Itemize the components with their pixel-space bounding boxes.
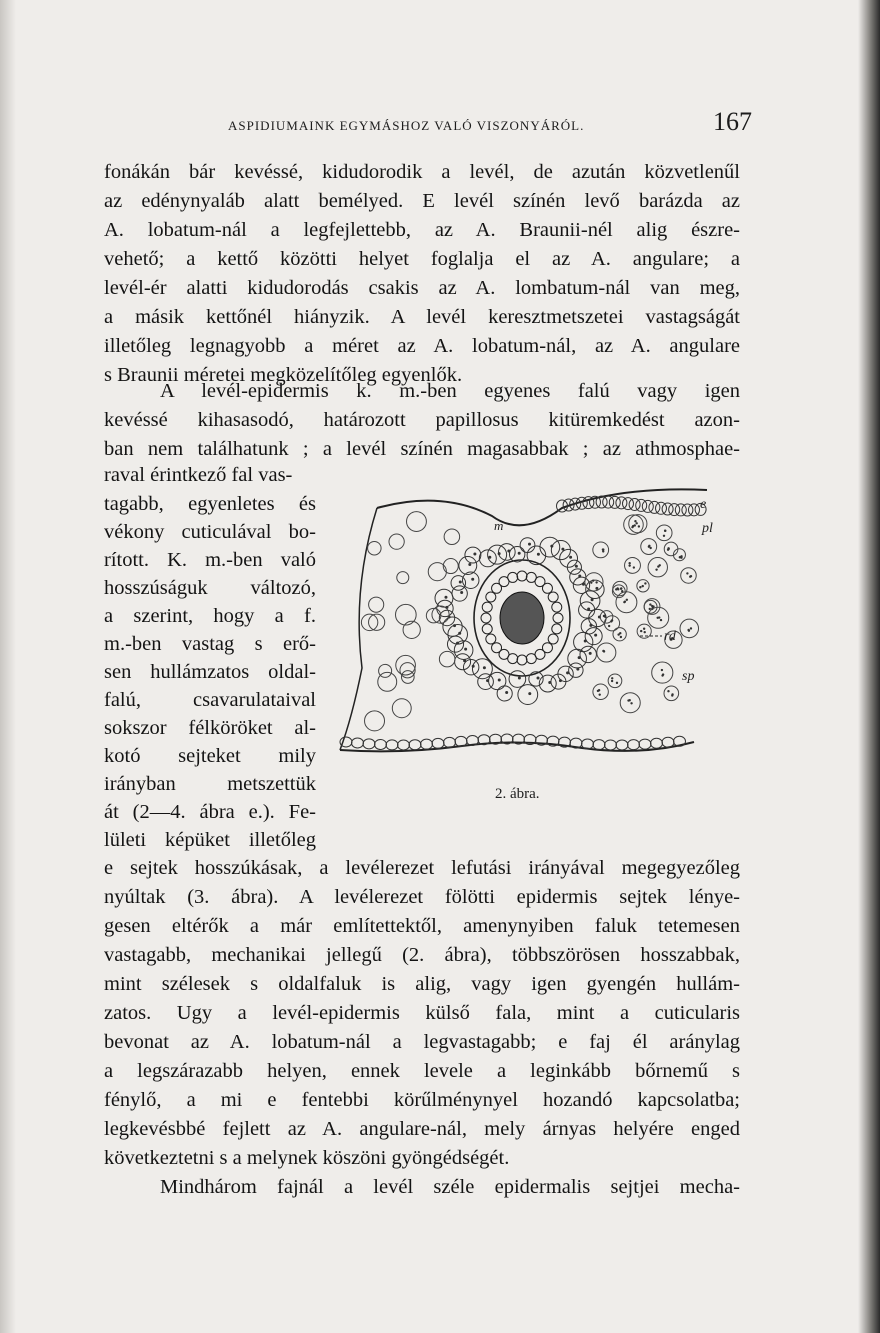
chloroplast-dot	[667, 690, 669, 692]
text-line: tagabb, egyenletes és	[104, 493, 316, 515]
leaf-cross-section-drawing	[322, 468, 722, 788]
chloroplast-dot	[518, 677, 521, 680]
chloroplast-dot	[595, 581, 597, 583]
chloroplast-dot	[592, 579, 594, 581]
leaf-cell	[443, 617, 462, 636]
leaf-cell	[421, 739, 433, 749]
figure-caption: 2. ábra.	[495, 786, 540, 802]
leaf-cell	[662, 737, 674, 747]
text-line: lületi képüket illetőleg	[104, 829, 316, 851]
leaf-cell	[432, 738, 444, 748]
chloroplast-dot	[528, 692, 531, 695]
chloroplast-dot	[662, 673, 664, 675]
chloroplast-dot	[634, 520, 636, 522]
text-line: hosszúságuk változó,	[104, 577, 316, 599]
chloroplast-dot	[624, 600, 626, 602]
text-line: a másik kettőnél hiányzik. A levél keresztmetszetei vastagságát	[104, 306, 740, 328]
leaf-cell	[593, 740, 605, 750]
leaf-cell	[652, 662, 673, 683]
running-head: ASPIDIUMAINK EGYMÁSHOZ VALÓ VISZONYÁRÓL.	[228, 118, 585, 133]
leaf-cell	[616, 592, 637, 613]
leaf-cell	[488, 545, 507, 564]
chloroplast-dot	[505, 691, 508, 694]
leaf-cell	[497, 686, 512, 701]
leaf-cell	[389, 534, 404, 549]
leaf-cell	[379, 664, 392, 677]
chloroplast-dot	[498, 679, 501, 682]
text-line: Mindhárom fajnál a levél széle epidermalis sejtjei mecha-	[160, 1176, 740, 1198]
text-line: át (2—4. ábra e.). Fe-	[104, 801, 316, 823]
leaf-cell	[492, 643, 502, 653]
chloroplast-dot	[648, 545, 650, 547]
text-line: levél-ér alatti kidudorodás csakis az A. lombatum-nál van meg,	[104, 277, 740, 299]
text-line: fénylő, a mi e fentebbi körűlménynyel hozandó kapcsolatba;	[104, 1089, 740, 1111]
leaf-cell	[628, 740, 640, 750]
leaf-cell	[664, 686, 679, 701]
chloroplast-dot	[591, 598, 594, 601]
leaf-cell	[605, 740, 617, 750]
label-sp: sp	[682, 669, 695, 684]
leaf-cell	[651, 738, 663, 748]
leaf-cross-section-figure	[322, 468, 722, 788]
leaf-cell	[478, 674, 494, 690]
leaf-cell	[361, 614, 377, 630]
chloroplast-dot	[608, 625, 610, 627]
chloroplast-dot	[589, 652, 592, 655]
leaf-cell	[682, 504, 693, 516]
chloroplast-dot	[566, 671, 569, 674]
chloroplast-dot	[518, 552, 521, 555]
leaf-cell	[675, 504, 686, 516]
leaf-cell	[365, 711, 385, 731]
chloroplast-dot	[644, 631, 646, 633]
leaf-cell	[397, 572, 409, 584]
leaf-cell	[435, 589, 453, 607]
leaf-cell	[603, 496, 614, 508]
leaf-cell	[452, 586, 467, 601]
leaf-cell	[352, 738, 364, 748]
chloroplast-dot	[617, 588, 619, 590]
text-line: irányban metszettük	[104, 773, 316, 795]
leaf-cell	[386, 740, 398, 750]
chloroplast-dot	[486, 679, 489, 682]
chloroplast-dot	[635, 522, 637, 524]
chloroplast-dot	[630, 702, 632, 704]
chloroplast-dot	[536, 676, 539, 679]
chloroplast-dot	[656, 617, 658, 619]
text-line: A. lobatum-nál a legfejlettebb, az A. Braunii-nél alig észre-	[104, 219, 740, 241]
chloroplast-dot	[528, 543, 531, 546]
chloroplast-dot	[459, 580, 462, 583]
text-line: vastagabb, mechanikai jellegű (2. ábra), többszörösen hosszabbak,	[104, 944, 740, 966]
leaf-cell	[426, 608, 441, 623]
label-m: m	[494, 518, 504, 533]
text-line: sen hullámzatos oldal-	[104, 661, 316, 683]
chloroplast-dot	[688, 630, 690, 632]
label-pl: pl	[702, 521, 713, 536]
chloroplast-dot	[639, 586, 641, 588]
text-line: bevonat az A. lobatum-nál a legvastagabb; e faj él aránylag	[104, 1031, 740, 1053]
leaf-cell	[629, 515, 647, 533]
leaf-cell	[407, 512, 427, 532]
chloroplast-dot	[640, 630, 642, 632]
leaf-cell	[482, 602, 492, 612]
text-line: fonákán bár kevéssé, kidudorodik a levél, de azután közvetlenűl	[104, 161, 740, 183]
text-line: a legszárazabb helyen, ennek levele a leginkább bőrnemű s	[104, 1060, 740, 1082]
chloroplast-dot	[578, 656, 581, 659]
text-line: a szerint, hogy a f.	[104, 605, 316, 627]
leaf-cell	[340, 737, 352, 747]
chloroplast-dot	[643, 628, 645, 630]
chloroplast-dot	[453, 624, 456, 627]
leaf-cell	[639, 739, 651, 749]
chloroplast-dot	[594, 634, 597, 637]
chloroplast-dot	[599, 693, 601, 695]
chloroplast-dot	[559, 679, 562, 682]
leaf-cell	[518, 685, 538, 705]
text-line: sokszor félköröket al-	[104, 717, 316, 739]
leaf-cell	[526, 654, 536, 664]
leaf-cell	[508, 572, 518, 582]
chloroplast-dot	[575, 565, 578, 568]
leaf-cell	[597, 643, 616, 662]
leaf-cell	[620, 693, 640, 713]
chloroplast-dot	[604, 614, 606, 616]
chloroplast-dot	[620, 636, 622, 638]
leaf-cell	[409, 740, 421, 750]
text-line: raval érintkező fal vas-	[104, 464, 293, 486]
leaf-cell	[369, 597, 384, 612]
chloroplast-dot	[627, 699, 629, 701]
chloroplast-dot	[576, 668, 579, 671]
chloroplast-dot	[671, 694, 673, 696]
leaf-cell	[548, 592, 558, 602]
text-line: nyúltak (3. ábra). A levélerezet fölötti epidermis sejtek lénye-	[104, 886, 740, 908]
chloroplast-dot	[483, 666, 486, 669]
chloroplast-dot	[631, 526, 633, 528]
leaf-cell	[517, 655, 527, 665]
chloroplast-dot	[473, 553, 476, 556]
leaf-cell	[437, 600, 453, 616]
chloroplast-dot	[589, 624, 592, 627]
leaf-cell	[392, 699, 411, 718]
text-line: kevéssé kihasasodó, határozott papillosus kitüremkedést azon-	[104, 409, 740, 431]
text-line: legkevésbbé fejlett az A. angulare-nál, mely árnyas helyére enged	[104, 1118, 740, 1140]
chloroplast-dot	[617, 633, 619, 635]
text-line: vékony cuticulával bo-	[104, 521, 316, 543]
text-line: gesen eltérők a már említettektől, amenynyiben faluk tetemesen	[104, 915, 740, 937]
chloroplast-dot	[611, 677, 613, 679]
text-line: illetőleg legnagyobb a méret az A. lobatum-nál, az A. angulare	[104, 335, 740, 357]
chloroplast-dot	[537, 553, 540, 556]
chloroplast-dot	[464, 648, 467, 651]
leaf-cell	[444, 737, 456, 747]
chloroplast-dot	[569, 556, 572, 559]
chloroplast-dot	[634, 524, 636, 526]
chloroplast-dot	[611, 680, 613, 682]
text-line: zatos. Ugy a levél-epidermis külső fala, mint a cuticularis	[104, 1002, 740, 1024]
chloroplast-dot	[472, 665, 475, 668]
chloroplast-dot	[471, 578, 474, 581]
leaf-cell	[443, 559, 458, 574]
text-line: e sejtek hosszúkásak, a levélerezet lefutási irányával megegyezőleg	[104, 857, 740, 879]
leaf-cell	[459, 557, 477, 575]
label-e: e	[700, 497, 707, 512]
chloroplast-dot	[602, 650, 604, 652]
leaf-cell	[580, 646, 596, 662]
leaf-cell	[396, 604, 417, 625]
leaf-cell	[509, 671, 526, 688]
leaf-cell	[593, 542, 609, 558]
chloroplast-dot	[668, 548, 670, 550]
leaf-cell	[608, 674, 622, 688]
chloroplast-dot	[597, 690, 599, 692]
leaf-cell	[375, 740, 387, 750]
leaf-cell	[520, 538, 535, 553]
page-number: 167	[713, 107, 752, 136]
chloroplast-dot	[587, 607, 590, 610]
chloroplast-dot	[664, 530, 666, 532]
leaf-cell	[396, 655, 416, 675]
chloroplast-dot	[649, 608, 651, 610]
text-line: rított. K. m.-ben való	[104, 549, 316, 571]
leaf-cell	[517, 571, 527, 581]
leaf-cell	[560, 549, 578, 567]
leaf-cell	[486, 592, 496, 602]
leaf-cell	[552, 602, 562, 612]
chloroplast-dot	[584, 640, 587, 643]
leaf-cell	[616, 740, 628, 750]
text-line: mint szélesek s oldalfaluk is alig, vagy igen gyengén hullám-	[104, 973, 740, 995]
leaf-cell	[551, 540, 570, 559]
chloroplast-dot	[660, 619, 662, 621]
chloroplast-dot	[460, 591, 463, 594]
leaf-cell	[625, 557, 641, 573]
chloroplast-dot	[644, 582, 646, 584]
chloroplast-dot	[655, 568, 657, 570]
leaf-cell	[553, 613, 563, 623]
leaf-cell	[486, 634, 496, 644]
chloroplast-dot	[663, 535, 665, 537]
chloroplast-dot	[628, 564, 630, 566]
leaf-cell	[680, 619, 699, 638]
chloroplast-dot	[689, 576, 691, 578]
label-rd: rd	[664, 629, 676, 644]
chloroplast-dot	[628, 562, 630, 564]
leaf-cell	[444, 529, 460, 545]
leaf-cell	[580, 591, 600, 611]
leaf-cell	[569, 663, 583, 677]
chloroplast-dot	[642, 585, 644, 587]
leaf-cell	[585, 628, 602, 645]
leaf-cell	[465, 547, 481, 563]
leaf-cell	[552, 624, 562, 634]
chloroplast-dot	[690, 627, 692, 629]
text-line: m.-ben vastag s erő-	[104, 633, 316, 655]
chloroplast-dot	[610, 620, 612, 622]
leaf-cell	[481, 613, 491, 623]
chloroplast-dot	[602, 548, 604, 550]
chloroplast-dot	[590, 581, 592, 583]
leaf-cell	[398, 740, 410, 750]
chloroplast-dot	[638, 525, 640, 527]
chloroplast-dot	[626, 599, 628, 601]
leaf-cell	[369, 614, 385, 630]
chloroplast-dot	[633, 566, 635, 568]
leaf-cell	[664, 542, 678, 556]
leaf-cell	[582, 739, 594, 749]
chloroplast-dot	[621, 590, 623, 592]
leaf-cell	[689, 504, 700, 516]
leaf-cell	[363, 739, 375, 749]
chloroplast-dot	[679, 556, 681, 558]
text-line: ban nem találhatunk ; a levél színén magasabbak ; az athmosphae-	[104, 438, 740, 460]
text-line: következtetni s a melynek köszöni gyöngédségét.	[104, 1147, 510, 1169]
chloroplast-dot	[468, 563, 471, 566]
leaf-cell	[669, 504, 680, 516]
leaf-cell	[656, 525, 672, 541]
leaf-cell	[499, 544, 516, 561]
chloroplast-dot	[444, 596, 447, 599]
leaf-cell	[472, 659, 492, 679]
leaf-cell	[540, 537, 560, 557]
chloroplast-dot	[651, 605, 653, 607]
leaf-cell	[681, 568, 697, 584]
leaf-cell	[482, 624, 492, 634]
chloroplast-dot	[620, 587, 622, 589]
leaf-cell	[368, 541, 381, 554]
leaf-cell	[455, 736, 467, 746]
leaf-cell	[593, 684, 608, 699]
leaf-cell	[463, 660, 478, 675]
leaf-cell	[548, 634, 558, 644]
chloroplast-dot	[616, 682, 618, 684]
chloroplast-dot	[659, 564, 661, 566]
chloroplast-dot	[661, 669, 663, 671]
text-line: az edénynyaláb alatt bemélyed. E levél színén levő barázda az	[104, 190, 740, 212]
text-line: kotó sejteket mily	[104, 745, 316, 767]
chloroplast-dot	[686, 572, 688, 574]
chloroplast-dot	[595, 587, 598, 590]
text-line: s Braunii méretei megközelítőleg egyenlők.	[104, 364, 463, 386]
text-line: A levél-epidermis k. m.-ben egyenes falú vagy igen	[160, 380, 740, 402]
vascular-core	[500, 592, 544, 644]
text-line: vehető; a kettő közötti helyet foglalja el az A. angulare; a	[104, 248, 740, 270]
leaf-cell	[439, 651, 455, 667]
chloroplast-dot	[548, 681, 551, 684]
text-line: falú, csavarulataival	[104, 689, 316, 711]
leaf-cell	[542, 583, 552, 593]
